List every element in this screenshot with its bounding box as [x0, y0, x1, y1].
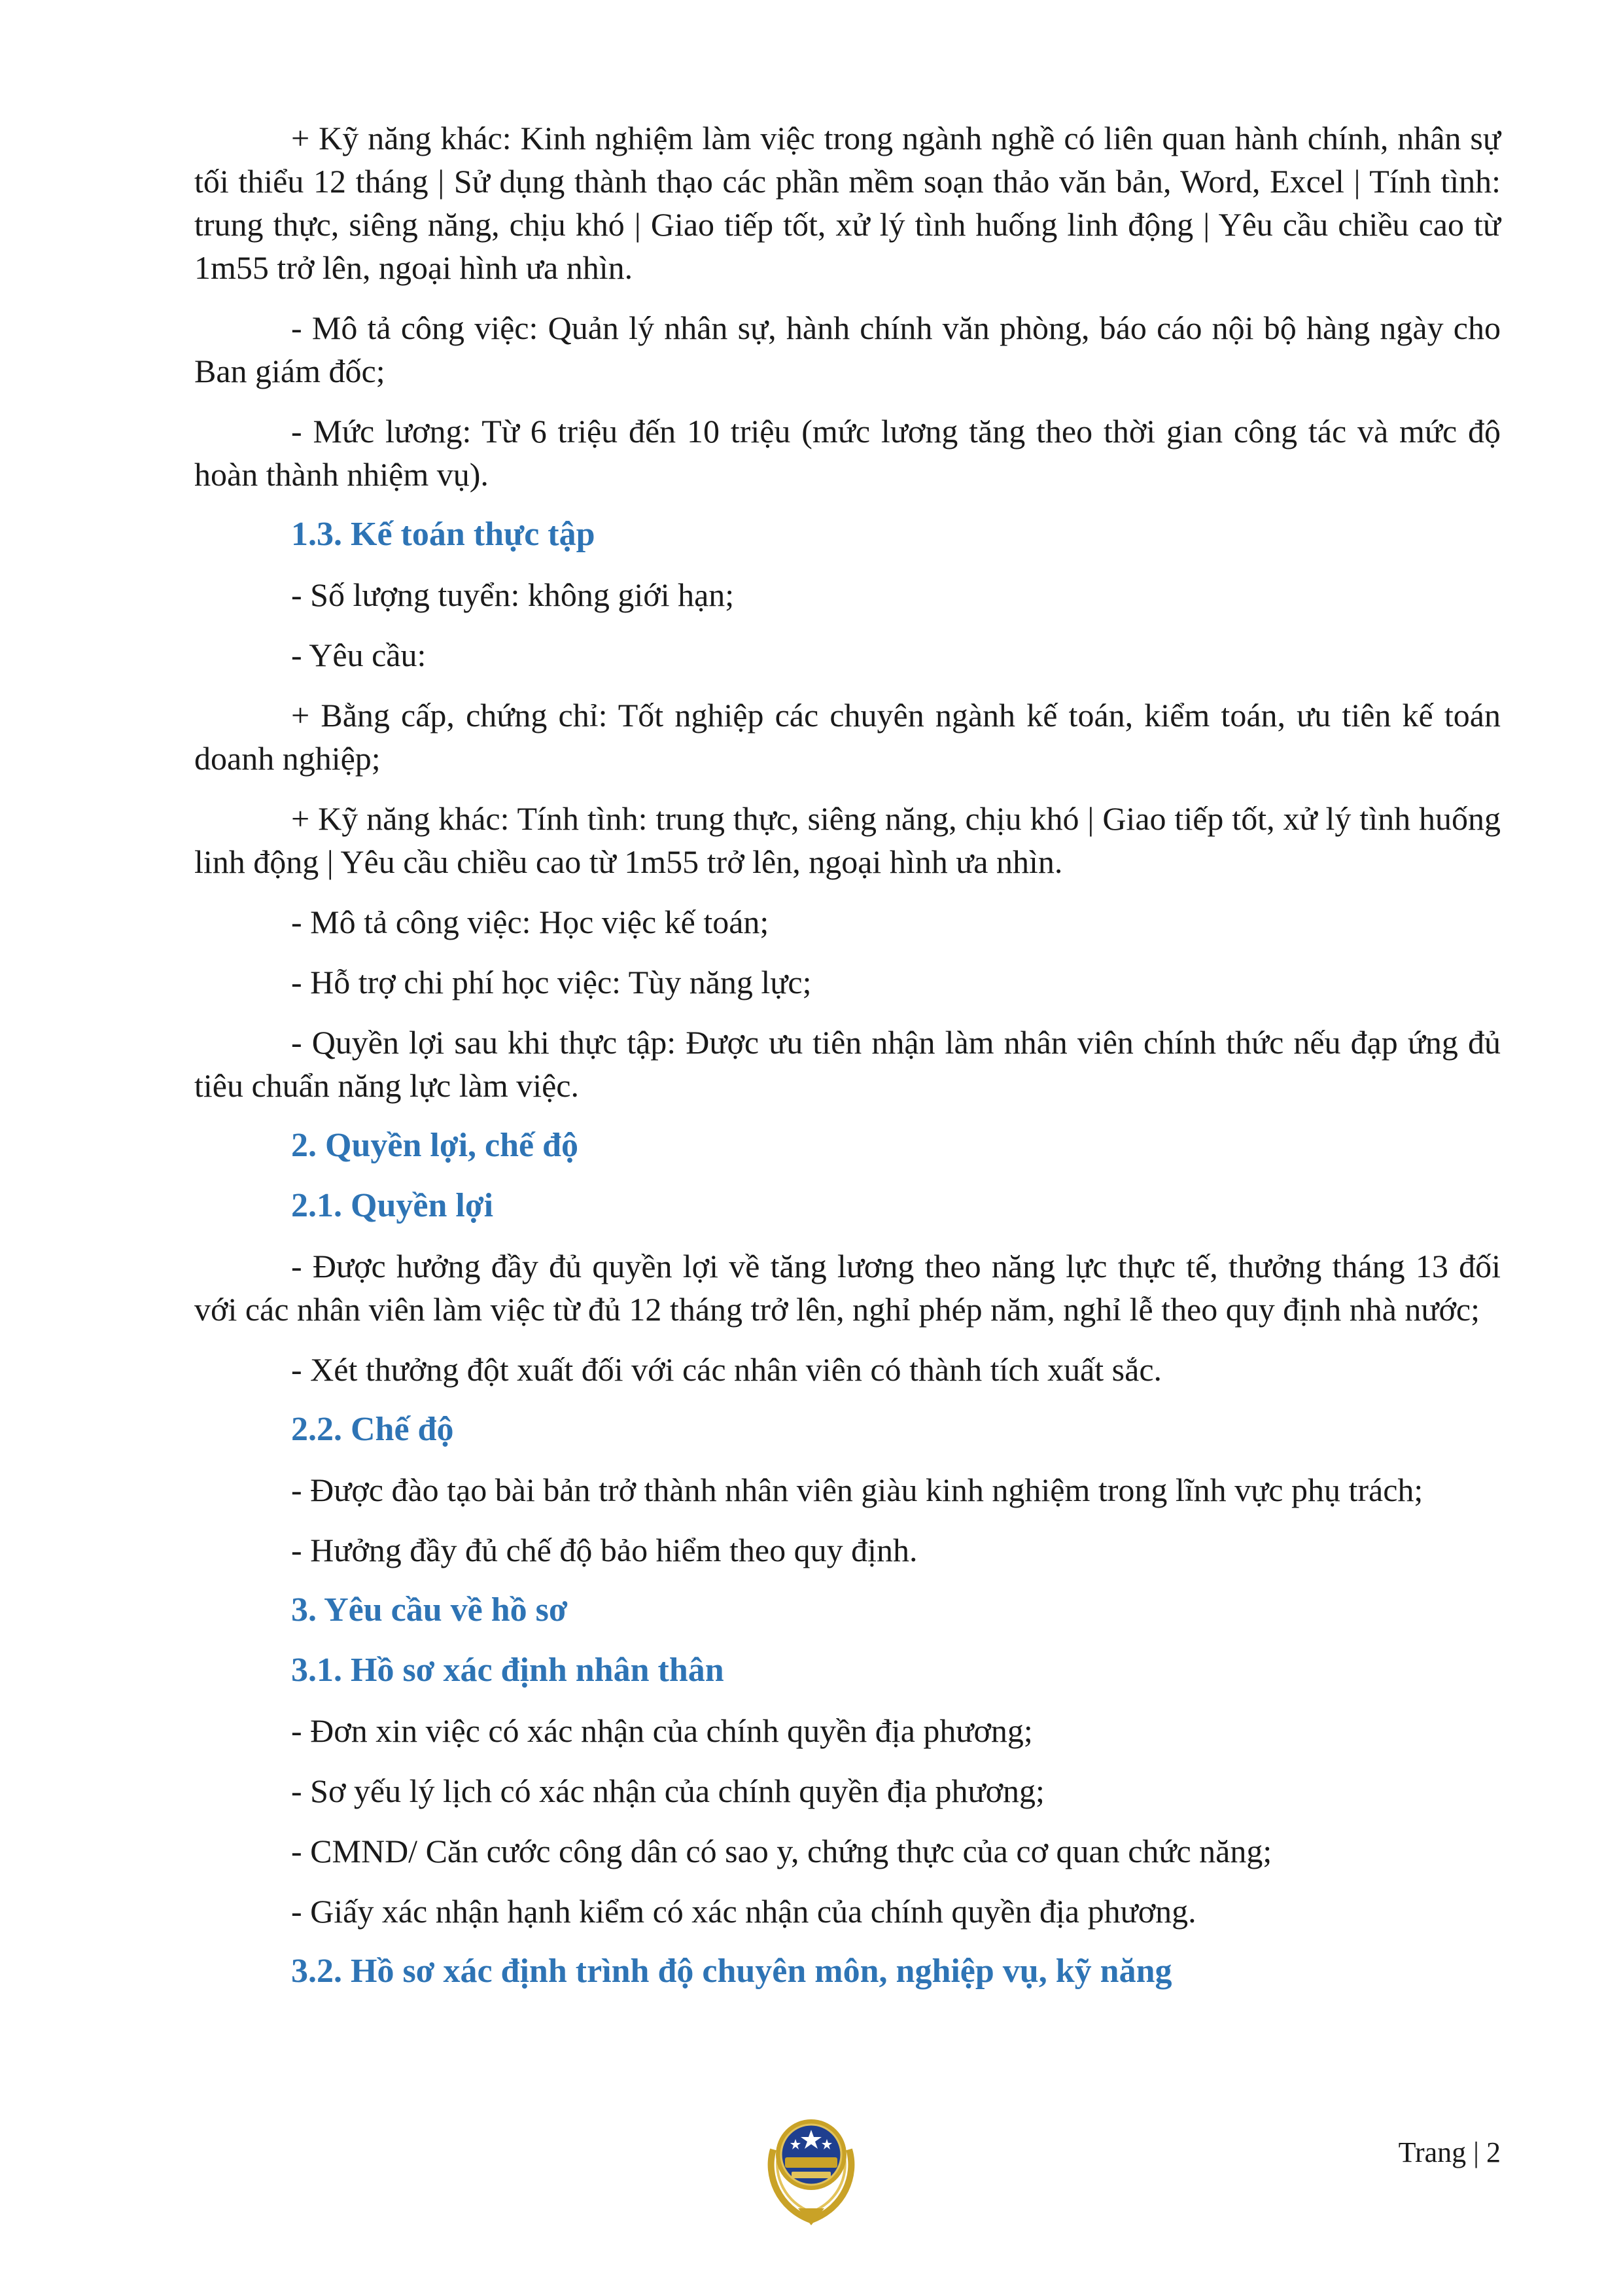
paragraph-application-letter: - Đơn xin việc có xác nhận của chính quyền địa phương; [291, 1712, 1033, 1749]
paragraph-other-skills-admin: + Kỹ năng khác: Kinh nghiệm làm việc trong ngành nghề có liên quan hành chính, nhân sự tối thiểu 12 tháng | Sử dụng thành thạo các phần mềm soạn thảo văn bản, Word, Excel | Tính tình: trung thực, siêng năng, chịu khó | Giao tiếp tốt, xử lý tình huống linh động | Yêu cầu chiều cao từ 1m55 trở lên, ngoại hình ưa nhìn. [194, 120, 1501, 286]
paragraph-quantity: - Số lượng tuyển: không giới hạn; [291, 576, 735, 613]
page-number: Trang | 2 [1398, 2136, 1501, 2168]
paragraph-insurance: - Hưởng đầy đủ chế độ bảo hiểm theo quy định. [291, 1532, 918, 1568]
paragraph-other-skills-intern: + Kỹ năng khác: Tính tình: trung thực, siêng năng, chịu khó | Giao tiếp tốt, xử lý tình huống linh động | Yêu cầu chiều cao từ 1m55 trở lên, ngoại hình ưa nhìn. [194, 800, 1501, 880]
heading-regime: 2.2. Chế độ [291, 1411, 454, 1448]
paragraph-resume: - Sơ yếu lý lịch có xác nhận của chính quyền địa phương; [291, 1773, 1045, 1809]
paragraph-requirements: - Yêu cầu: [291, 637, 427, 673]
paragraph-salary-admin: - Mức lương: Từ 6 triệu đến 10 triệu (mức lương tăng theo thời gian công tác và mức độ hoàn thành nhiệm vụ). [194, 413, 1501, 493]
paragraph-job-description-intern: - Mô tả công việc: Học việc kế toán; [291, 904, 769, 940]
paragraph-degree: + Bằng cấp, chứng chỉ: Tốt nghiệp các chuyên ngành kế toán, kiểm toán, ưu tiên kế toán doanh nghiệp; [194, 697, 1501, 777]
paragraph-training: - Được đào tạo bài bản trở thành nhân viên giàu kinh nghiệm trong lĩnh vực phụ trách; [291, 1472, 1423, 1508]
paragraph-id-card: - CMND/ Căn cước công dân có sao y, chứng thực của cơ quan chức năng; [291, 1833, 1272, 1869]
document-body [194, 116, 1501, 2010]
paragraph-job-description-admin: - Mô tả công việc: Quản lý nhân sự, hành chính văn phòng, báo cáo nội bộ hàng ngày cho Ban giám đốc; [194, 309, 1501, 389]
paragraph-post-intern-benefit: - Quyền lợi sau khi thực tập: Được ưu tiên nhận làm nhân viên chính thức nếu đạp ứng đủ tiêu chuẩn năng lực làm việc. [194, 1024, 1501, 1104]
company-seal-icon [759, 2104, 864, 2228]
heading-accounting-intern: 1.3. Kế toán thực tập [291, 516, 595, 553]
heading-benefits-regime: 2. Quyền lợi, chế độ [291, 1127, 579, 1164]
heading-document-requirements: 3. Yêu cầu về hồ sơ [291, 1591, 568, 1629]
paragraph-conduct-certificate: - Giấy xác nhận hạnh kiểm có xác nhận của chính quyền địa phương. [291, 1893, 1196, 1930]
heading-identity-documents: 3.1. Hồ sơ xác định nhân thân [291, 1651, 724, 1689]
heading-benefits: 2.1. Quyền lợi [291, 1187, 494, 1224]
paragraph-bonus: - Xét thưởng đột xuất đối với các nhân viên có thành tích xuất sắc. [291, 1351, 1162, 1388]
paragraph-full-benefits: - Được hưởng đầy đủ quyền lợi về tăng lương theo năng lực thực tế, thưởng tháng 13 đối với các nhân viên làm việc từ đủ 12 tháng trở lên, nghỉ phép năm, nghỉ lễ theo quy định nhà nước; [194, 1248, 1501, 1328]
heading-qualification-documents: 3.2. Hồ sơ xác định trình độ chuyên môn, nghiệp vụ, kỹ năng [291, 1952, 1172, 1990]
paragraph-support-cost: - Hỗ trợ chi phí học việc: Tùy năng lực; [291, 964, 812, 1000]
